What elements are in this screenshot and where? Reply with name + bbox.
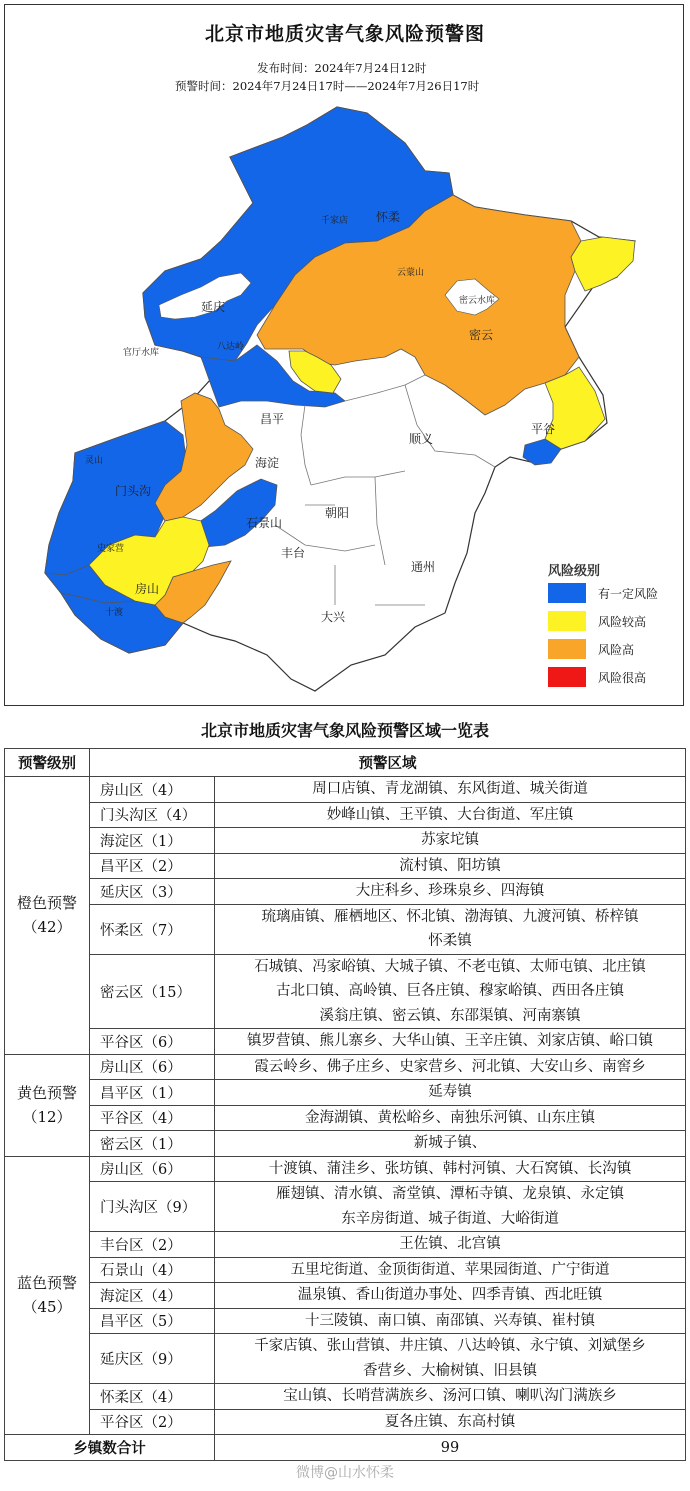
legend-item-blue: 有一定风险 xyxy=(548,583,658,603)
area-cell: 夏各庄镇、东高村镇 xyxy=(215,1409,686,1435)
legend-item-red: 风险很高 xyxy=(548,667,646,687)
label-huairou: 怀柔 xyxy=(376,210,401,224)
table-row xyxy=(5,904,686,954)
district-cell: 怀柔区（4） xyxy=(90,1384,215,1410)
label-daxing: 大兴 xyxy=(321,610,346,624)
header-area: 预警区域 xyxy=(90,749,686,777)
label-haidian: 海淀 xyxy=(255,456,280,470)
table-row xyxy=(5,1283,686,1309)
table-row xyxy=(5,1080,686,1106)
level-yellow: 黄色预警 （12） xyxy=(5,1054,90,1156)
area-cell: 五里坨街道、金顶街街道、苹果园街道、广宁街道 xyxy=(215,1257,686,1283)
district-cell: 丰台区（2） xyxy=(90,1232,215,1258)
label-lingshan: 灵山 xyxy=(85,456,104,466)
legend-swatch xyxy=(548,611,586,631)
label-tongzhou: 通州 xyxy=(411,560,436,574)
table-row xyxy=(5,1131,686,1157)
label-chaoyang: 朝阳 xyxy=(325,506,350,520)
area-cell: 延寿镇 xyxy=(215,1080,686,1106)
label-shidu: 十渡 xyxy=(105,608,124,618)
table-row xyxy=(5,1054,686,1080)
legend-swatch xyxy=(548,583,586,603)
label-miyun: 密云 xyxy=(469,328,494,342)
table-row xyxy=(5,1384,686,1410)
yellow-miyun-east xyxy=(571,237,635,291)
area-cell: 镇罗营镇、熊儿寨乡、大华山镇、王辛庄镇、刘家店镇、峪口镇 xyxy=(215,1029,686,1055)
table-row xyxy=(5,1105,686,1131)
label-miyunshuiku: 密云水库 xyxy=(459,296,496,306)
area-cell: 宝山镇、长哨营满族乡、汤河口镇、喇叭沟门满族乡 xyxy=(215,1384,686,1410)
area-cell: 苏家坨镇 xyxy=(215,828,686,854)
label-badaling: 八达岭 xyxy=(217,342,245,352)
district-cell: 平谷区（6） xyxy=(90,1029,215,1055)
legend-title: 风险级别 xyxy=(548,564,601,579)
label-shijingshan: 石景山 xyxy=(246,516,283,530)
warning-area-table xyxy=(4,748,686,1461)
district-cell: 房山区（6） xyxy=(90,1054,215,1080)
table-row xyxy=(5,1334,686,1384)
table-row xyxy=(5,954,686,1029)
label-yanqing: 延庆 xyxy=(201,300,226,314)
district-cell: 昌平区（5） xyxy=(90,1308,215,1334)
legend-swatch xyxy=(548,639,586,659)
table-row xyxy=(5,1156,686,1182)
label-yunmengshan: 云蒙山 xyxy=(397,268,425,278)
table-row xyxy=(5,879,686,905)
area-cell: 十渡镇、蒲洼乡、张坊镇、韩村河镇、大石窝镇、长沟镇 xyxy=(215,1156,686,1182)
total-label: 乡镇数合计 xyxy=(5,1435,215,1461)
label-fengtai: 丰台 xyxy=(281,546,306,560)
label-shijiaying: 史家营 xyxy=(97,544,125,554)
district-cell: 密云区（15） xyxy=(90,954,215,1029)
map-title: 北京市地质灾害气象风险预警图 xyxy=(204,23,485,45)
label-changping: 昌平 xyxy=(260,412,285,426)
area-cell: 周口店镇、青龙湖镇、东风街道、城关街道 xyxy=(215,777,686,803)
header-level: 预警级别 xyxy=(5,749,90,777)
map-panel xyxy=(4,4,684,706)
label-fangshan: 房山 xyxy=(135,582,160,596)
district-cell: 房山区（4） xyxy=(90,777,215,803)
district-cell: 海淀区（1） xyxy=(90,828,215,854)
table-row xyxy=(5,802,686,828)
area-cell: 金海湖镇、黄松峪乡、南独乐河镇、山东庄镇 xyxy=(215,1105,686,1131)
district-cell: 石景山（4） xyxy=(90,1257,215,1283)
watermark: 微博@山水怀柔 xyxy=(296,1465,394,1481)
district-cell: 延庆区（9） xyxy=(90,1334,215,1384)
area-cell: 琉璃庙镇、雁栖地区、怀北镇、渤海镇、九渡河镇、桥梓镇 怀柔镇 xyxy=(215,904,686,954)
district-cell: 昌平区（1） xyxy=(90,1080,215,1106)
warning-time: 预警时间：2024年7月24日17时——2024年7月26日17时 xyxy=(175,79,480,93)
legend-swatch xyxy=(548,667,586,687)
area-cell: 十三陵镇、南口镇、南邵镇、兴寿镇、崔村镇 xyxy=(215,1308,686,1334)
table-row xyxy=(5,1029,686,1055)
district-cell: 门头沟区（9） xyxy=(90,1182,215,1232)
area-cell: 温泉镇、香山街道办事处、四季青镇、西北旺镇 xyxy=(215,1283,686,1309)
area-cell: 霞云岭乡、佛子庄乡、史家营乡、河北镇、大安山乡、南窖乡 xyxy=(215,1054,686,1080)
publish-time: 发布时间：2024年7月24日12时 xyxy=(257,61,427,75)
label-guanting: 官厅水库 xyxy=(123,348,160,358)
district-cell: 密云区（1） xyxy=(90,1131,215,1157)
district-cell: 延庆区（3） xyxy=(90,879,215,905)
area-cell: 妙峰山镇、王平镇、大台街道、军庄镇 xyxy=(215,802,686,828)
area-cell: 大庄科乡、珍珠泉乡、四海镇 xyxy=(215,879,686,905)
area-cell: 王佐镇、北宫镇 xyxy=(215,1232,686,1258)
table-row xyxy=(5,828,686,854)
table-row xyxy=(5,1257,686,1283)
table-row xyxy=(5,777,686,803)
area-cell: 新城子镇、 xyxy=(215,1131,686,1157)
label-qianjiadian: 千家店 xyxy=(321,216,349,226)
table-row xyxy=(5,1232,686,1258)
area-cell: 流村镇、阳坊镇 xyxy=(215,853,686,879)
area-cell: 雁翅镇、清水镇、斋堂镇、潭柘寺镇、龙泉镇、永定镇 东辛房街道、城子街道、大峪街道 xyxy=(215,1182,686,1232)
total-value: 99 xyxy=(215,1435,686,1461)
district-cell: 昌平区（2） xyxy=(90,853,215,879)
total-row xyxy=(5,1435,686,1461)
table-header-row xyxy=(5,749,686,777)
level-orange: 橙色预警 （42） xyxy=(5,777,90,1055)
table-row xyxy=(5,853,686,879)
level-blue: 蓝色预警 （45） xyxy=(5,1156,90,1435)
legend-item-orange: 风险高 xyxy=(548,639,634,659)
table-row xyxy=(5,1182,686,1232)
label-pinggu: 平谷 xyxy=(531,422,556,436)
district-cell: 怀柔区（7） xyxy=(90,904,215,954)
table-title: 北京市地质灾害气象风险预警区域一览表 xyxy=(200,721,489,740)
district-cell: 门头沟区（4） xyxy=(90,802,215,828)
district-cell: 海淀区（4） xyxy=(90,1283,215,1309)
legend-item-yellow: 风险较高 xyxy=(548,611,646,631)
label-mentougou: 门头沟 xyxy=(115,484,152,498)
area-cell: 千家店镇、张山营镇、井庄镇、八达岭镇、永宁镇、刘斌堡乡 香营乡、大榆树镇、旧县镇 xyxy=(215,1334,686,1384)
district-cell: 房山区（6） xyxy=(90,1156,215,1182)
district-cell: 平谷区（4） xyxy=(90,1105,215,1131)
table-row xyxy=(5,1308,686,1334)
yellow-pinggu xyxy=(545,367,605,449)
label-shunyi: 顺义 xyxy=(409,432,434,446)
area-cell: 石城镇、冯家峪镇、大城子镇、不老屯镇、太师屯镇、北庄镇 古北口镇、高岭镇、巨各庄镇、穆家峪镇、西田各庄镇 溪翁庄镇、密云镇、东邵渠镇、河南寨镇 xyxy=(215,954,686,1029)
district-cell: 平谷区（2） xyxy=(90,1409,215,1435)
table-row xyxy=(5,1409,686,1435)
